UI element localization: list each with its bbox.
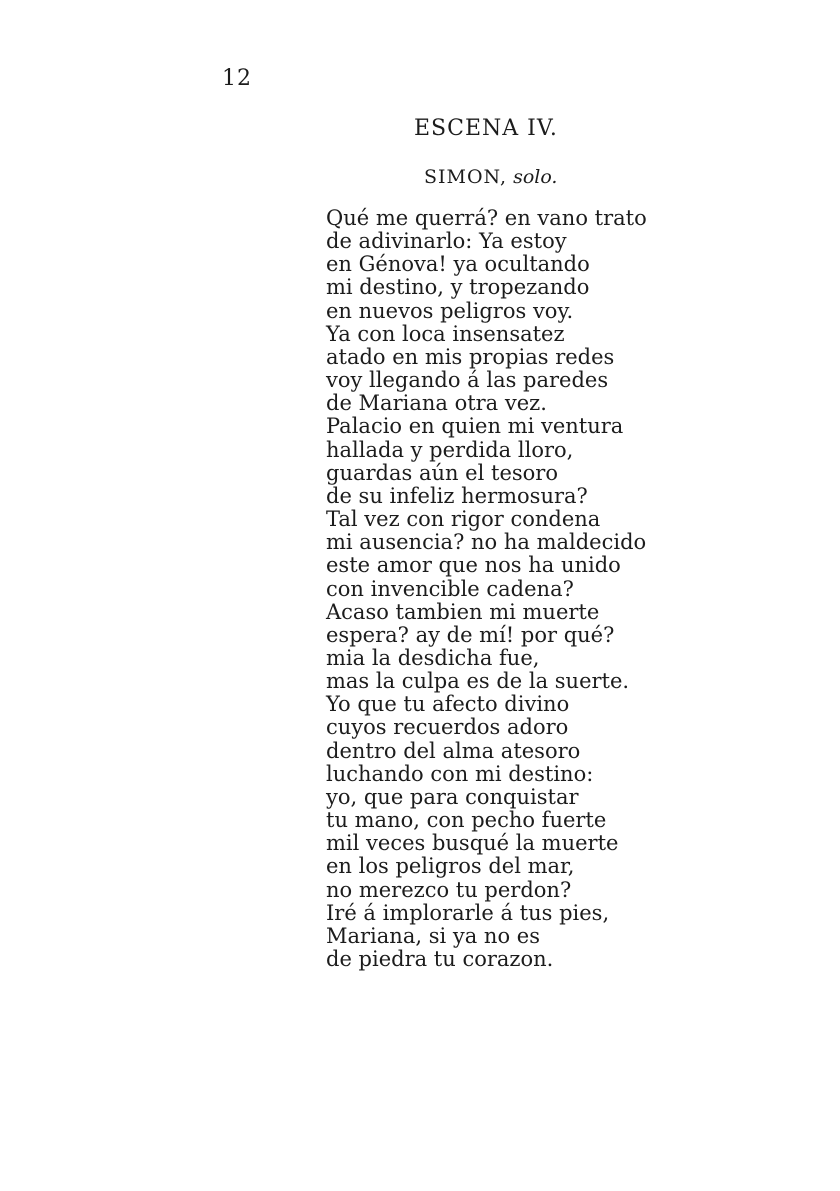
verse-line: atado en mis propias redes xyxy=(326,344,615,369)
verse-line: este amor que nos ha unido xyxy=(326,553,621,578)
page-number: 12 xyxy=(222,66,252,91)
verse-line: Palacio en quien mi ventura xyxy=(326,414,624,439)
verse-line: de su infeliz hermosura? xyxy=(326,483,588,508)
scene-title: ESCENA IV. xyxy=(414,116,558,141)
verse-line: Mariana, si ya no es xyxy=(326,923,540,948)
verse-line: en nuevos peligros voy. xyxy=(326,298,574,323)
verse-line: mi destino, y tropezando xyxy=(326,275,590,300)
stage-direction: solo. xyxy=(513,166,558,188)
character-name: SIMON, xyxy=(424,166,508,188)
verse-line: tu mano, con pecho fuerte xyxy=(326,808,607,833)
verse-line: Ya con loca insensatez xyxy=(326,321,565,346)
character-heading xyxy=(424,166,557,188)
verse-line: luchando con mi destino: xyxy=(326,761,594,786)
verse-line: mas la culpa es de la suerte. xyxy=(326,669,630,694)
verse-line: voy llegando á las paredes xyxy=(326,368,609,393)
verse-line: Iré á implorarle á tus pies, xyxy=(326,900,610,925)
verse-line: Acaso tambien mi muerte xyxy=(326,599,600,624)
verse-line: hallada y perdida lloro, xyxy=(326,437,574,462)
verse-line: cuyos recuerdos adoro xyxy=(326,715,569,740)
verse-line: en los peligros del mar, xyxy=(326,854,575,879)
verse-line: guardas aún el tesoro xyxy=(326,460,558,485)
verse-line: con invencible cadena? xyxy=(326,576,574,601)
verse-line: de Mariana otra vez. xyxy=(326,391,547,416)
verse-line: yo, que para conquistar xyxy=(326,784,579,809)
verse-line: Yo que tu afecto divino xyxy=(326,692,570,717)
verse-line: no merezco tu perdon? xyxy=(326,877,572,902)
verse-line: dentro del alma atesoro xyxy=(326,738,581,763)
verse-line: mia la desdicha fue, xyxy=(326,645,540,670)
verse-line: Qué me querrá? en vano trato xyxy=(326,206,647,230)
verse-line: en Génova! ya ocultando xyxy=(326,252,590,277)
verse-line: de adivinarlo: Ya estoy xyxy=(326,229,567,254)
verse-block xyxy=(326,207,647,971)
verse-line: mi ausencia? no ha maldecido xyxy=(326,530,647,555)
verse-line: espera? ay de mí! por qué? xyxy=(326,622,615,647)
verse-line: Tal vez con rigor condena xyxy=(326,507,601,532)
verse-line: mil veces busqué la muerte xyxy=(326,831,619,856)
verse-line: de piedra tu corazon. xyxy=(326,947,554,971)
